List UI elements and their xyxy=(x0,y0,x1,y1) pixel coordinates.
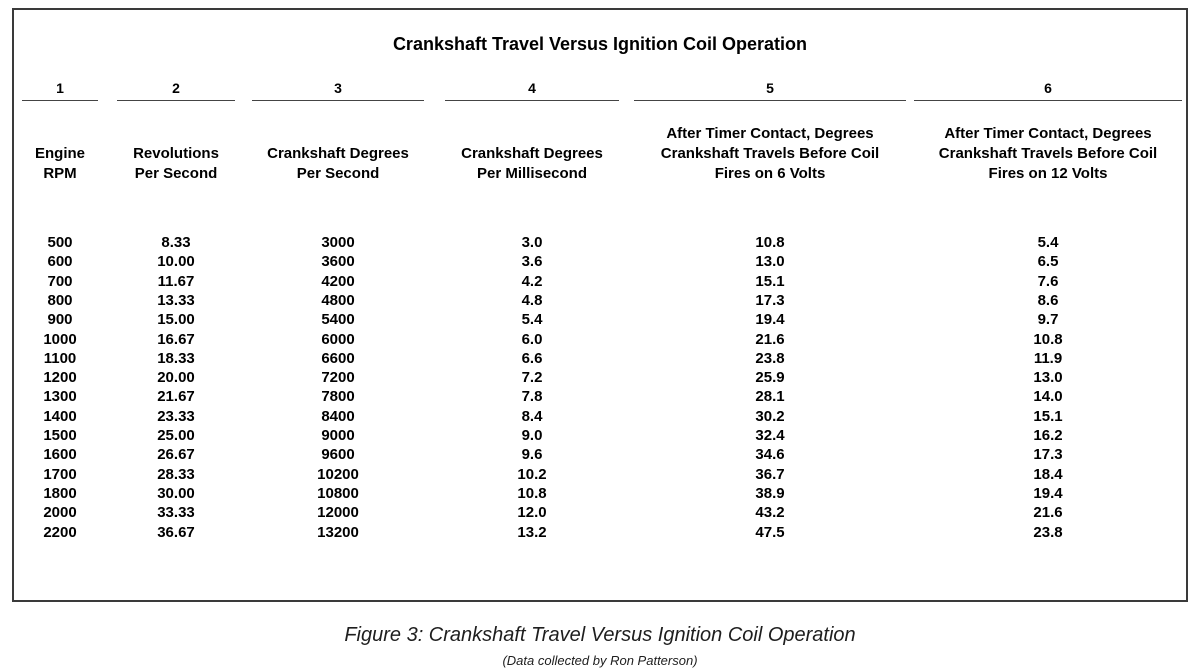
table-cell: 8.33 xyxy=(161,234,191,251)
table-cell: 900 xyxy=(47,311,73,329)
table-cell: 7.2 xyxy=(521,369,543,387)
table-cell: 13.0 xyxy=(755,253,785,271)
table-cell: 32.4 xyxy=(755,427,785,444)
column-rule xyxy=(22,100,98,101)
table-cell: 6.5 xyxy=(1037,253,1059,271)
table-cell: 17.3 xyxy=(755,291,785,309)
table-cell: 700 xyxy=(47,272,73,290)
table-cell: 10800 xyxy=(317,484,359,502)
table-cell: 21.6 xyxy=(755,330,785,348)
table-cell: 23.33 xyxy=(157,407,195,425)
table-cell: 1400 xyxy=(43,407,77,425)
table-cell: 4.8 xyxy=(521,291,543,309)
table-cell: 600 xyxy=(47,253,73,271)
column-header-5 xyxy=(630,124,910,184)
column-number-4: 4 xyxy=(528,80,536,96)
column-header-line: After Timer Contact, Degrees xyxy=(666,125,874,142)
table-cell: 8.4 xyxy=(521,407,543,425)
table-cell: 9000 xyxy=(321,427,355,444)
table-cell: 20.00 xyxy=(157,369,195,387)
column-header-line: Revolutions xyxy=(133,145,219,162)
column-number-3: 3 xyxy=(334,80,342,96)
table-cell: 500 xyxy=(47,234,73,251)
table-cell: 5400 xyxy=(321,311,355,329)
column-header-line: Per Second xyxy=(296,165,380,182)
table-cell: 9.6 xyxy=(521,446,543,464)
column-rule xyxy=(117,100,235,101)
table-cell: 13.2 xyxy=(517,523,547,541)
table-cell: 7800 xyxy=(321,388,355,406)
table-cell: 11.67 xyxy=(157,272,195,290)
table-cell: 1500 xyxy=(43,427,77,444)
table-cell: 21.67 xyxy=(157,388,195,406)
table-cell: 800 xyxy=(47,291,73,309)
table-cell: 2200 xyxy=(43,523,77,541)
table-cell: 1700 xyxy=(43,465,77,483)
figure-credit: (Data collected by Ron Patterson) xyxy=(502,653,698,668)
table-cell: 12.0 xyxy=(517,504,547,522)
table-cell: 1000 xyxy=(43,330,77,348)
table-cell: 10.8 xyxy=(517,484,547,502)
table-cell: 15.1 xyxy=(1033,407,1063,425)
table-cell: 7.8 xyxy=(521,388,543,406)
table-cell: 10200 xyxy=(317,465,359,483)
table-cell: 4.2 xyxy=(521,272,543,290)
table-cell: 15.1 xyxy=(755,272,785,290)
table-cell: 3600 xyxy=(321,253,355,271)
column-header-line: Fires on 12 Volts xyxy=(988,165,1108,182)
table-cell: 30.00 xyxy=(157,484,195,502)
column-number-1: 1 xyxy=(56,80,64,96)
table-cell: 13200 xyxy=(317,523,359,541)
table-cell: 23.8 xyxy=(1033,523,1063,541)
table-cell: 47.5 xyxy=(755,523,785,541)
table-cell: 3.0 xyxy=(521,234,543,251)
table-cell: 38.9 xyxy=(755,484,785,502)
table-cell: 13.0 xyxy=(1033,369,1063,387)
table-cell: 6.0 xyxy=(521,330,543,348)
table-cell: 34.6 xyxy=(755,446,785,464)
column-header-line: Per Second xyxy=(134,165,218,182)
table-cell: 10.2 xyxy=(517,465,547,483)
column-header-line: RPM xyxy=(43,165,77,182)
table-cell: 16.67 xyxy=(157,330,195,348)
table-cell: 23.8 xyxy=(755,349,785,367)
table-cell: 26.67 xyxy=(157,446,195,464)
column-header-line: Crankshaft Degrees xyxy=(461,145,603,162)
table-cell: 19.4 xyxy=(755,311,785,329)
table-cell: 28.1 xyxy=(755,388,785,406)
table-cell: 25.9 xyxy=(755,369,785,387)
table-cell: 1600 xyxy=(43,446,77,464)
table-cell: 18.4 xyxy=(1033,465,1063,483)
column-rule xyxy=(914,100,1182,101)
column-header-line: Engine xyxy=(34,145,85,162)
column-header-line: Per Millisecond xyxy=(476,165,588,182)
table-cell: 4800 xyxy=(321,291,355,309)
table-cell: 8400 xyxy=(321,407,355,425)
table-cell: 15.00 xyxy=(157,311,195,329)
table-cell: 10.8 xyxy=(1033,330,1063,348)
column-rule xyxy=(634,100,906,101)
table-cell: 30.2 xyxy=(755,407,785,425)
table-cell: 6000 xyxy=(321,330,355,348)
table-cell: 6.6 xyxy=(521,349,543,367)
table-frame xyxy=(12,8,1188,602)
table-cell: 36.7 xyxy=(755,465,785,483)
table-title: Crankshaft Travel Versus Ignition Coil Operation xyxy=(392,34,808,54)
column-number-5: 5 xyxy=(766,80,774,96)
table-cell: 1300 xyxy=(43,388,77,406)
column-header-line: Crankshaft Degrees xyxy=(267,145,409,162)
column-header-6 xyxy=(908,124,1188,184)
figure-caption: Figure 3: Crankshaft Travel Versus Ignition Coil Operation xyxy=(344,624,856,646)
column-rule xyxy=(445,100,619,101)
table-cell: 13.33 xyxy=(157,291,195,309)
table-cell: 12000 xyxy=(317,504,359,522)
table-cell: 33.33 xyxy=(157,504,195,522)
table-cell: 17.3 xyxy=(1033,446,1063,464)
column-header-line: Fires on 6 Volts xyxy=(714,165,826,182)
table-cell: 6600 xyxy=(321,349,355,367)
table-cell: 3.6 xyxy=(521,253,543,271)
table-cell: 28.33 xyxy=(157,465,195,483)
column-header-line: Crankshaft Travels Before Coil xyxy=(938,145,1158,162)
table-cell: 7.6 xyxy=(1037,272,1059,290)
column-header-line: Crankshaft Travels Before Coil xyxy=(660,145,880,162)
table-cell: 5.4 xyxy=(1037,234,1059,251)
table-cell: 14.0 xyxy=(1033,388,1063,406)
table-cell: 1800 xyxy=(43,484,77,502)
table-cell: 25.00 xyxy=(157,427,195,444)
column-rule xyxy=(252,100,424,101)
table-cell: 8.6 xyxy=(1037,291,1059,309)
table-cell: 10.00 xyxy=(157,253,195,271)
table-cell: 9.7 xyxy=(1037,311,1059,329)
table-cell: 4200 xyxy=(321,272,355,290)
table-cell: 7200 xyxy=(321,369,355,387)
column-header-line: After Timer Contact, Degrees xyxy=(944,125,1152,142)
table-cell: 18.33 xyxy=(157,349,195,367)
table-cell: 21.6 xyxy=(1033,504,1063,522)
table-cell: 3000 xyxy=(321,234,355,251)
table-cell: 9.0 xyxy=(521,427,543,444)
table-cell: 9600 xyxy=(321,446,355,464)
table-cell: 11.9 xyxy=(1033,349,1063,367)
table-cell: 1100 xyxy=(43,349,77,367)
column-number-2: 2 xyxy=(172,80,180,96)
column-number-6: 6 xyxy=(1044,80,1052,96)
table-cell: 19.4 xyxy=(1033,484,1063,502)
table-cell: 10.8 xyxy=(755,234,785,251)
table-cell: 2000 xyxy=(43,504,77,522)
table-cell: 1200 xyxy=(43,369,77,387)
table-cell: 16.2 xyxy=(1033,427,1063,444)
table-cell: 43.2 xyxy=(755,504,785,522)
table-cell: 5.4 xyxy=(521,311,543,329)
table-cell: 36.67 xyxy=(157,523,195,541)
